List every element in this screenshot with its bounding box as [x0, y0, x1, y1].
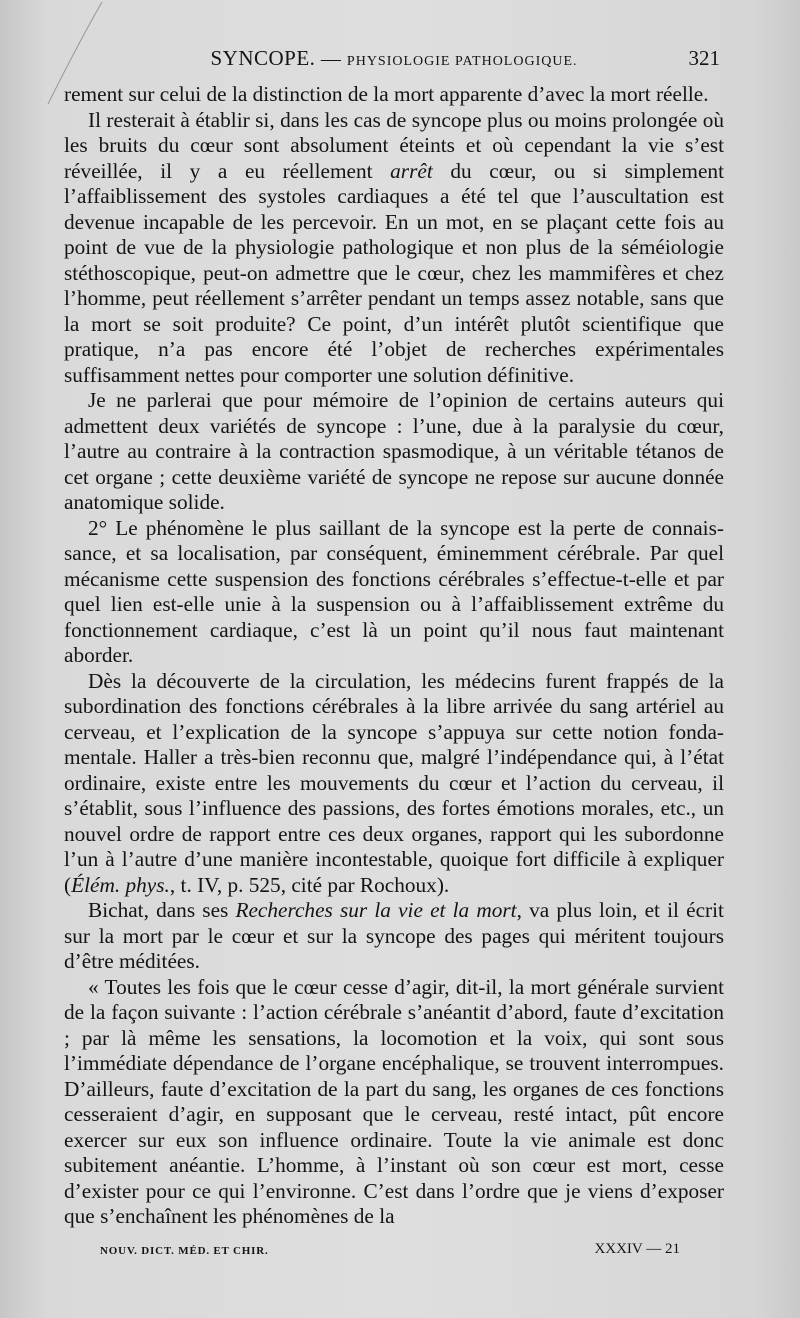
paragraph-6-end: , va plus loin, et il écrit sur la mort par le cœur et sur la syncope des pages qui méritent toujours d’être méditées.: [64, 898, 724, 973]
body-text: [64, 82, 724, 1230]
signature-footer: [100, 1241, 680, 1263]
paragraph-7: « Toutes les fois que le cœur cesse d’agir, dit-il, la mort générale survient de la façon suivante : l’action cérébrale s’anéantit d’abord, faute d’excitation ; par là même les sensations, la locomotion et la voix, qui sont sous l’immédiate dépendance de l’organe encéphalique, se trouvent interrompues. D’ailleurs, faute d’excitation de la part du sang, les organes de ces fonctions cesseraient d’agir, en supposant que le cerveau, resté intact, pût encore exercer sur eux son influence ordinaire. Toute la vie animale est donc subitement anéantie. L’homme, à l’instant où son cœur est mort, cesse d’exister pour ce qui l’environne. C’est dans l’ordre que je viens d’exposer que s’enchaînent les phénomènes de la: [64, 974, 724, 1228]
paragraph-1: rement sur celui de la distinction de la mort apparente d’avec la mort réelle.: [64, 82, 709, 106]
paragraph-2: [64, 108, 724, 389]
italic-arret: arrêt: [390, 158, 433, 183]
paragraph-2-end: du cœur, ou si simplement l’affaiblissement des systoles cardiaques a été tel que l’auscultation est devenue incapable de les percevoir. En un mot, en se plaçant cette fois au point de vue de la physiologie pathologique et non plus de la séméiologie stéthoscopique, peut-on admettre que le cœur, chez les mammifères et chez l’homme, peut réellement s’arrêter pendant un temps assez notable, sans que la mort se soit produite? Ce point, d’un intérêt plutôt scientifique que pratique, n’a pas encore été l’objet de recherches expérimentales suffisamment nettes pour comporter une solution définitive.: [64, 158, 724, 387]
paragraph-6: [64, 898, 724, 975]
paragraph-2-start: Il resterait à établir si, dans les cas de syncope plus ou moins prolongée où les bruits du cœur sont absolument éteints et où cependant la vie s’est réveillée, il y a eu réellement: [64, 107, 724, 183]
running-title: [64, 46, 724, 71]
paragraph-5-end: , t. IV, p. 525, cité par Rochoux).: [169, 872, 450, 897]
header-dash: —: [315, 48, 347, 70]
paragraph-5-start: Dès la découverte de la circulation, les médecins furent frappés de la subordination des fonctions cérébrales à la libre arrivée du sang artériel au cerveau, et l’explication de la syncope s’appuya sur cette notion fondamentale. Haller a très-bien reconnu que, malgré l’indépendance qui, à l’état ordinaire, existe entre les mouvements du cœur et l’action du cerveau, il s’établit, sous l’influence des passions, des fortes émotions morales, etc., un nouvel ordre de rapport entre ces deux organes, rapport qui les subordonne l’un à l’autre d’une manière incontestable, quoique fort difficile à expliquer (: [64, 668, 724, 897]
paragraph-4: 2° Le phénomène le plus saillant de la syncope est la perte de connaissance, et sa localisation, par conséquent, éminemment cérébrale. Par quel mécanisme cette suspension des fonctions cérébrales s’effectue-t-elle et par quel lien est-elle unie à la suspension ou à l’affaiblissement extrême du fonctionnement cardiaque, c’est là un point qu’il nous faut maintenant aborder.: [64, 515, 724, 667]
paragraph-6-start: Bichat, dans ses: [88, 898, 236, 922]
paragraph-3: Je ne parlerai que pour mémoire de l’opinion de certains auteurs qui admettent deux variétés de syncope : l’une, due à la paralysie du cœur, l’autre au contraire à la contraction spasmodique, à un véritable tétanos de cet organe ; cette deuxième variété de syncope ne repose sur aucune donnée anatomique solide.: [64, 388, 724, 514]
italic-elem-phys: Élém. phys.: [71, 872, 170, 897]
paragraph-5: [64, 669, 724, 899]
header-title-sub: PHYSIOLOGIE PATHOLOGIQUE.: [346, 54, 578, 69]
italic-recherches: Recherches sur la vie et la mort: [235, 898, 517, 922]
footer-collection: NOUV. DICT. MÉD. ET CHIR.: [100, 1245, 269, 1257]
header-title-main: SYNCOPE.: [210, 46, 316, 70]
running-header: [64, 42, 724, 76]
page-number: 321: [688, 46, 720, 70]
footer-signature: XXXIV — 21: [594, 1241, 680, 1257]
